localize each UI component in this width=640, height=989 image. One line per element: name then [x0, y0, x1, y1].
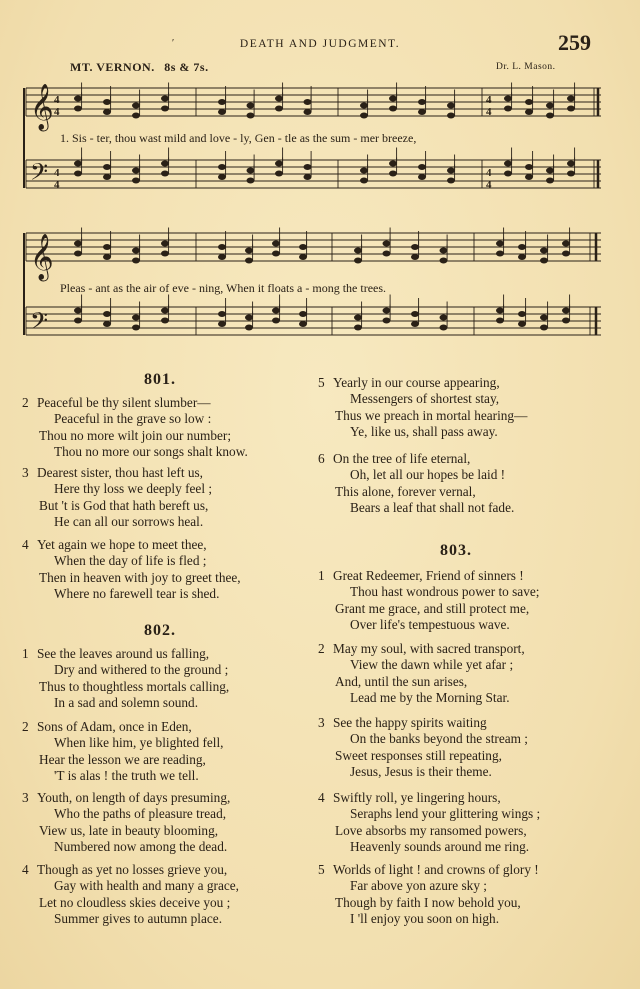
note-head: [447, 103, 455, 109]
note-head: [299, 254, 307, 260]
note-head: [245, 315, 253, 321]
stanza: 4 Yet again we hope to meet thee, When the day of life is fled ; Then in heaven with joy to greet thee, Where no farewell tear is shed.: [22, 537, 241, 601]
note-head: [354, 248, 362, 254]
lyrics-line-1: 1. Sis - ter, thou wast mild and love - ly, Gen - tle as the sum - mer breeze,: [60, 131, 417, 145]
note-head: [299, 244, 307, 250]
note-head: [161, 106, 169, 112]
note-head: [440, 248, 448, 254]
note-head: [525, 109, 533, 115]
note-head: [74, 318, 82, 324]
note-head: [540, 258, 548, 264]
note-head: [161, 241, 169, 247]
section-title: DEATH AND JUDGMENT.: [239, 38, 401, 50]
stanza: 2 Sons of Adam, once in Eden, When like him, ye blighted fell, Hear the lesson we are reading, 'T is alas ! the truth we tell.: [22, 719, 224, 783]
note-head: [218, 174, 226, 180]
stanza: 2 Peaceful be thy silent slumber— Peaceful in the grave so low : Thou no more wilt join our number; Thou no more our songs shalt know.: [22, 395, 248, 459]
page-number: 259: [558, 30, 591, 55]
note-head: [518, 254, 526, 260]
note-head: [546, 168, 554, 174]
note-head: [518, 321, 526, 327]
note-head: [304, 174, 312, 180]
note-head: [218, 321, 226, 327]
tune-meter: 8s & 7s.: [164, 60, 209, 74]
note-head: [304, 109, 312, 115]
note-head: [411, 254, 419, 260]
note-head: [504, 106, 512, 112]
note-head: [161, 318, 169, 324]
time-signature: 4: [486, 106, 492, 118]
stanza: 4 Though as yet no losses grieve you, Gay with health and many a grace, Let no cloudless skies deceive you ; Summer gives to autumn place.: [22, 862, 239, 926]
note-head: [299, 311, 307, 317]
treble-clef-icon: 𝄞: [30, 234, 54, 280]
note-head: [132, 248, 140, 254]
note-head: [440, 325, 448, 331]
note-head: [247, 178, 255, 184]
note-head: [496, 308, 504, 314]
note-head: [304, 164, 312, 170]
stanza: 5 Worlds of light ! and crowns of glory ! Far above yon azure sky ; Though by faith I now behold you, I 'll enjoy you soon on high.: [318, 862, 539, 926]
note-head: [161, 251, 169, 257]
note-head: [103, 109, 111, 115]
note-head: [496, 251, 504, 257]
note-head: [389, 161, 397, 167]
note-head: [247, 168, 255, 174]
note-head: [504, 171, 512, 177]
stanza: 4 Swiftly roll, ye lingering hours, Seraphs lend your glittering wings ; Love absorbs my ransomed powers, Heavenly sounds around me ring.: [318, 790, 541, 854]
note-head: [74, 171, 82, 177]
note-head: [74, 241, 82, 247]
note-head: [132, 178, 140, 184]
time-signature: 4: [486, 167, 492, 179]
note-head: [161, 308, 169, 314]
note-head: [567, 96, 575, 102]
time-signature: 4: [486, 179, 492, 191]
note-head: [383, 308, 391, 314]
note-head: [411, 244, 419, 250]
note-head: [275, 96, 283, 102]
note-head: [567, 106, 575, 112]
note-head: [540, 248, 548, 254]
note-head: [567, 171, 575, 177]
note-head: [546, 113, 554, 119]
print-mark: ′: [172, 38, 175, 49]
time-signature: 4: [486, 94, 492, 106]
note-head: [299, 321, 307, 327]
note-head: [74, 161, 82, 167]
note-head: [247, 113, 255, 119]
time-signature: 4: [54, 106, 60, 118]
music-score: [0, 0, 640, 370]
note-head: [74, 308, 82, 314]
note-head: [418, 99, 426, 105]
note-head: [161, 171, 169, 177]
hymn-number-802: 802.: [144, 622, 176, 639]
note-head: [245, 248, 253, 254]
note-head: [304, 99, 312, 105]
note-head: [354, 258, 362, 264]
note-head: [567, 161, 575, 167]
note-head: [218, 311, 226, 317]
note-head: [132, 113, 140, 119]
note-head: [525, 164, 533, 170]
note-head: [525, 174, 533, 180]
stanza: 3 Youth, on length of days presuming, Who the paths of pleasure tread, View us, late in beauty blooming, Numbered now among the dead.: [22, 790, 231, 854]
note-head: [103, 164, 111, 170]
note-head: [103, 311, 111, 317]
stanza: 6 On the tree of life eternal, Oh, let all our hopes be laid ! This alone, forever vernal, Bears a leaf that shall not fade.: [318, 451, 515, 515]
note-head: [447, 113, 455, 119]
tune-name: MT. VERNON.: [70, 60, 155, 74]
note-head: [132, 325, 140, 331]
note-head: [161, 96, 169, 102]
note-head: [360, 103, 368, 109]
note-head: [540, 325, 548, 331]
note-head: [272, 318, 280, 324]
note-head: [504, 161, 512, 167]
note-head: [272, 251, 280, 257]
note-head: [525, 99, 533, 105]
note-head: [518, 244, 526, 250]
note-head: [132, 103, 140, 109]
note-head: [275, 106, 283, 112]
note-head: [218, 99, 226, 105]
note-head: [272, 308, 280, 314]
note-head: [383, 251, 391, 257]
note-head: [411, 321, 419, 327]
note-head: [496, 318, 504, 324]
stanza: 3 Dearest sister, thou hast left us, Here thy loss we deeply feel ; But 't is God that hath bereft us, He can all our sorrows heal.: [22, 465, 213, 529]
note-head: [132, 315, 140, 321]
note-head: [540, 315, 548, 321]
note-head: [411, 311, 419, 317]
note-head: [360, 113, 368, 119]
stanza: 5 Yearly in our course appearing, Messengers of shortest stay, Thus we preach in mortal hearing— Ye, like us, shall pass away.: [318, 375, 528, 439]
note-head: [218, 244, 226, 250]
note-head: [496, 241, 504, 247]
note-head: [418, 174, 426, 180]
note-head: [272, 241, 280, 247]
note-head: [518, 311, 526, 317]
note-head: [389, 96, 397, 102]
note-head: [132, 258, 140, 264]
note-head: [383, 241, 391, 247]
note-head: [103, 99, 111, 105]
note-head: [132, 168, 140, 174]
bass-clef-icon: 𝄢: [30, 307, 49, 340]
stanza: 1 Great Redeemer, Friend of sinners ! Thou hast wondrous power to save; Grant me grace, and still protect me, Over life's tempestuous wave.: [318, 568, 540, 632]
note-head: [360, 178, 368, 184]
bass-clef-icon: 𝄢: [30, 158, 49, 191]
note-head: [383, 318, 391, 324]
hymn-number-801: 801.: [144, 371, 176, 388]
note-head: [103, 244, 111, 250]
treble-clef-icon: 𝄞: [30, 84, 54, 130]
note-head: [440, 258, 448, 264]
note-head: [562, 251, 570, 257]
stanza: 1 See the leaves around us falling, Dry and withered to the ground ; Thus to thoughtless mortals calling, In a sad and solemn sound.: [22, 646, 230, 710]
note-head: [504, 96, 512, 102]
note-head: [74, 96, 82, 102]
lyrics-line-2: Pleas - ant as the air of eve - ning, When it floats a - mong the trees.: [60, 281, 387, 295]
note-head: [389, 106, 397, 112]
note-head: [447, 178, 455, 184]
note-head: [360, 168, 368, 174]
note-head: [218, 164, 226, 170]
note-head: [103, 174, 111, 180]
note-head: [418, 109, 426, 115]
note-head: [546, 178, 554, 184]
note-head: [275, 161, 283, 167]
note-head: [546, 103, 554, 109]
note-head: [447, 168, 455, 174]
time-signature: 4: [54, 167, 60, 179]
note-head: [562, 318, 570, 324]
note-head: [245, 325, 253, 331]
time-signature: 4: [54, 179, 60, 191]
note-head: [354, 325, 362, 331]
composer-credit: Dr. L. Mason.: [496, 62, 556, 72]
note-head: [245, 258, 253, 264]
note-head: [418, 164, 426, 170]
note-head: [74, 251, 82, 257]
note-head: [103, 321, 111, 327]
note-head: [103, 254, 111, 260]
stanza: 2 May my soul, with sacred transport, View the dawn while yet afar ; And, until the sun arises, Lead me by the Morning Star.: [318, 641, 525, 705]
note-head: [275, 171, 283, 177]
note-head: [218, 254, 226, 260]
stanza: 3 See the happy spirits waiting On the banks beyond the stream ; Sweet responses still repeating, Jesus, Jesus is their theme.: [318, 715, 528, 779]
note-head: [562, 308, 570, 314]
note-head: [161, 161, 169, 167]
time-signature: 4: [54, 94, 60, 106]
note-head: [354, 315, 362, 321]
note-head: [389, 171, 397, 177]
note-head: [247, 103, 255, 109]
hymn-number-803: 803.: [440, 542, 472, 559]
note-head: [74, 106, 82, 112]
note-head: [218, 109, 226, 115]
note-head: [562, 241, 570, 247]
note-head: [440, 315, 448, 321]
